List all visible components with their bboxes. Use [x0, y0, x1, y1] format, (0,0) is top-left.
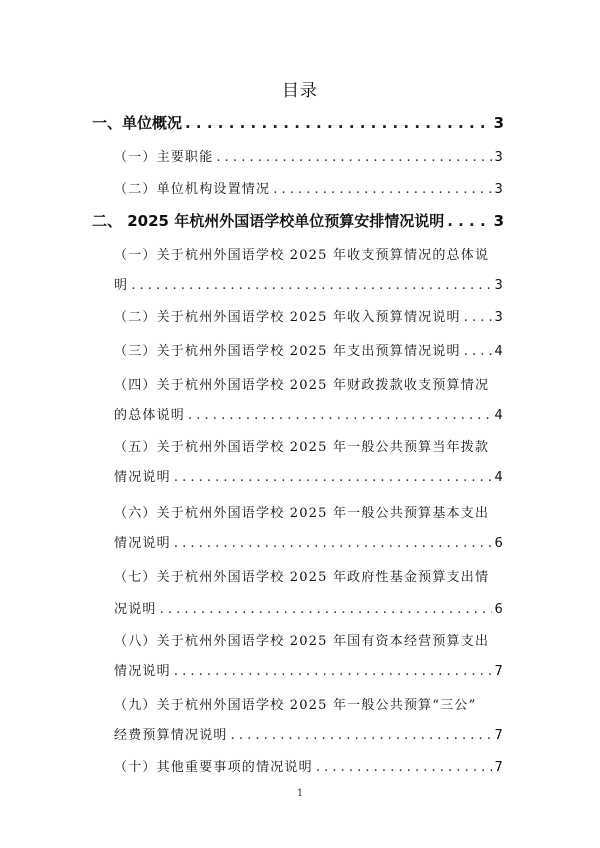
toc-entry-page: 3	[494, 278, 504, 293]
toc-entry-2-4[interactable]	[114, 404, 504, 423]
toc-entry-2-9-line1[interactable]: （九）关于杭州外国语学校 2025 年一般公共预算“三公”	[114, 698, 477, 713]
toc-entry-text: 的总体说明	[114, 408, 186, 423]
toc-entry-1-2[interactable]	[114, 178, 504, 197]
toc-entry-2-4-line1[interactable]: （四）关于杭州外国语学校 2025 年财政拨款收支预算情况	[114, 378, 490, 393]
toc-entry-text: 二、 2025 年杭州外国语学校单位预算安排情况说明	[92, 212, 445, 230]
toc-entry-page: 4	[494, 408, 504, 423]
toc-entry-page: 3	[493, 114, 504, 132]
toc-entry-section-1[interactable]	[92, 112, 504, 133]
toc-entry-2-5-line1[interactable]: （五）关于杭州外国语学校 2025 年一般公共预算当年拨款	[114, 440, 490, 455]
toc-leader-dots	[174, 536, 492, 551]
toc-entry-2-1[interactable]	[114, 274, 504, 293]
toc-leader-dots	[231, 728, 492, 743]
toc-leader-dots	[185, 114, 491, 132]
toc-leader-dots	[273, 182, 491, 197]
toc-entry-text: （三）关于杭州外国语学校 2025 年支出预算情况说明	[114, 344, 461, 359]
toc-entry-2-8[interactable]	[114, 660, 504, 679]
toc-entry-page: 3	[493, 212, 504, 230]
toc-entry-text: （十）其他重要事项的情况说明	[114, 760, 313, 775]
toc-entry-text: 一、单位概况	[92, 114, 183, 132]
toc-entry-text: 经费预算情况说明	[114, 728, 228, 743]
toc-leader-dots	[174, 664, 492, 679]
toc-leader-dots	[131, 278, 491, 293]
toc-entry-page: 3	[494, 150, 504, 165]
toc-entry-text: 况说明	[114, 602, 157, 617]
toc-leader-dots	[464, 344, 492, 359]
toc-entry-page: 4	[494, 344, 504, 359]
toc-entry-page: 4	[494, 470, 504, 485]
toc-entry-page: 7	[494, 728, 504, 743]
toc-entry-page: 3	[494, 182, 504, 197]
toc-leader-dots	[464, 310, 492, 325]
toc-entry-text: 情况说明	[114, 664, 171, 679]
toc-entry-1-1[interactable]	[114, 146, 504, 165]
toc-leader-dots	[188, 408, 492, 423]
toc-entry-2-2[interactable]	[114, 306, 504, 325]
toc-leader-dots	[447, 212, 490, 230]
toc-entry-page: 7	[494, 664, 504, 679]
toc-entry-text: （二）单位机构设置情况	[114, 182, 271, 197]
toc-entry-page: 6	[494, 602, 504, 617]
toc-entry-text: 情况说明	[114, 470, 171, 485]
toc-entry-2-6[interactable]	[114, 532, 504, 551]
toc-leader-dots	[316, 760, 492, 775]
toc-entry-text: 情况说明	[114, 536, 171, 551]
toc-entry-2-7-line1[interactable]: （七）关于杭州外国语学校 2025 年政府性基金预算支出情	[114, 570, 490, 585]
toc-entry-2-10[interactable]	[114, 756, 504, 775]
toc-entry-2-5[interactable]	[114, 466, 504, 485]
toc-entry-2-3[interactable]	[114, 340, 504, 359]
toc-entry-2-8-line1[interactable]: （八）关于杭州外国语学校 2025 年国有资本经营预算支出	[114, 634, 490, 649]
toc-entry-page: 7	[494, 760, 504, 775]
toc-title: 目录	[282, 81, 318, 101]
toc-entry-page: 3	[494, 310, 504, 325]
toc-leader-dots	[174, 470, 492, 485]
page-number: 1	[296, 788, 304, 799]
toc-leader-dots	[160, 602, 492, 617]
toc-entry-text: （一）主要职能	[114, 150, 214, 165]
toc-entry-2-9[interactable]	[114, 724, 504, 743]
toc-entry-2-7[interactable]	[114, 598, 504, 617]
toc-entry-2-1-line1[interactable]: （一）关于杭州外国语学校 2025 年收支预算情况的总体说	[114, 248, 490, 263]
toc-entry-text: （二）关于杭州外国语学校 2025 年收入预算情况说明	[114, 310, 461, 325]
toc-entry-section-2[interactable]	[92, 210, 504, 231]
toc-entry-page: 6	[494, 536, 504, 551]
toc-entry-2-6-line1[interactable]: （六）关于杭州外国语学校 2025 年一般公共预算基本支出	[114, 506, 490, 521]
toc-leader-dots	[216, 150, 491, 165]
toc-entry-text: 明	[114, 278, 129, 293]
